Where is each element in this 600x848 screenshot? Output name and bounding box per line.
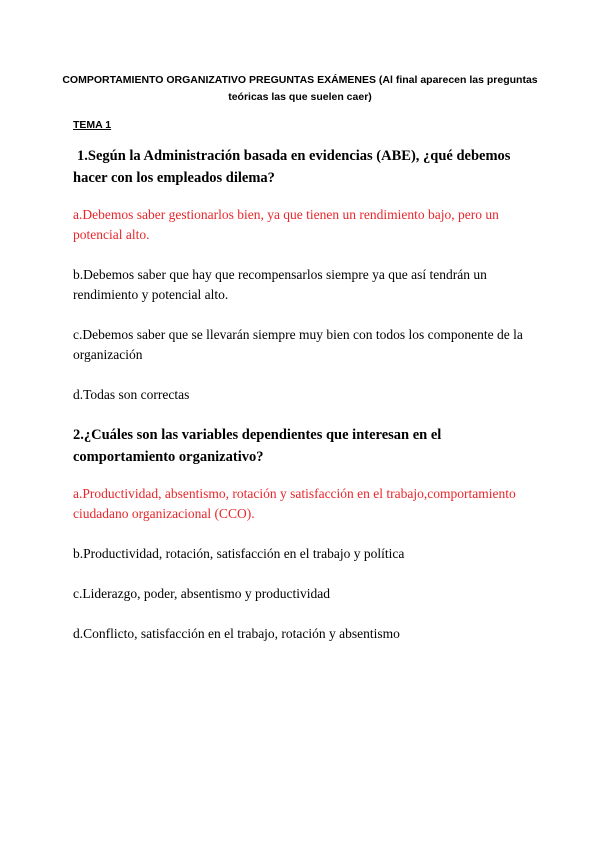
question-2-option-a: a.Productividad, absentismo, rotación y satisfacción en el trabajo,comportamiento ciudadano organizacional (CCO). [73,486,516,521]
question-2-text: 2.¿Cuáles son las variables dependientes que interesan en el comportamiento organizativo? [73,427,442,465]
question-2-option-c: c.Liderazgo, poder, absentismo y productividad [73,586,331,601]
question-2-option-d: d.Conflicto, satisfacción en el trabajo, rotación y absentismo [73,626,400,641]
document-title: COMPORTAMIENTO ORGANIZATIVO PREGUNTAS EXÁMENES (Al final aparecen las preguntas teóricas las que suelen caer) [62,74,538,103]
section-heading: TEMA 1 [73,119,112,131]
question-1 [73,145,533,189]
question-1-option-c: c.Debemos saber que se llevarán siempre muy bien con todos los componente de la organización [73,327,523,362]
question-1-option-b: b.Debemos saber que hay que recompensarlos siempre ya que así tendrán un rendimiento y potencial alto. [73,267,487,302]
question-1-option-d: d.Todas son correctas [73,387,190,402]
question-2-option-b: b.Productividad, rotación, satisfacción en el trabajo y política [73,546,405,561]
question-1-text: 1.Según la Administración basada en evidencias (ABE), ¿qué debemos hacer con los empleados dilema? [73,148,511,186]
question-1-option-a: a.Debemos saber gestionarlos bien, ya que tienen un rendimiento bajo, pero un potencial alto. [73,207,499,242]
